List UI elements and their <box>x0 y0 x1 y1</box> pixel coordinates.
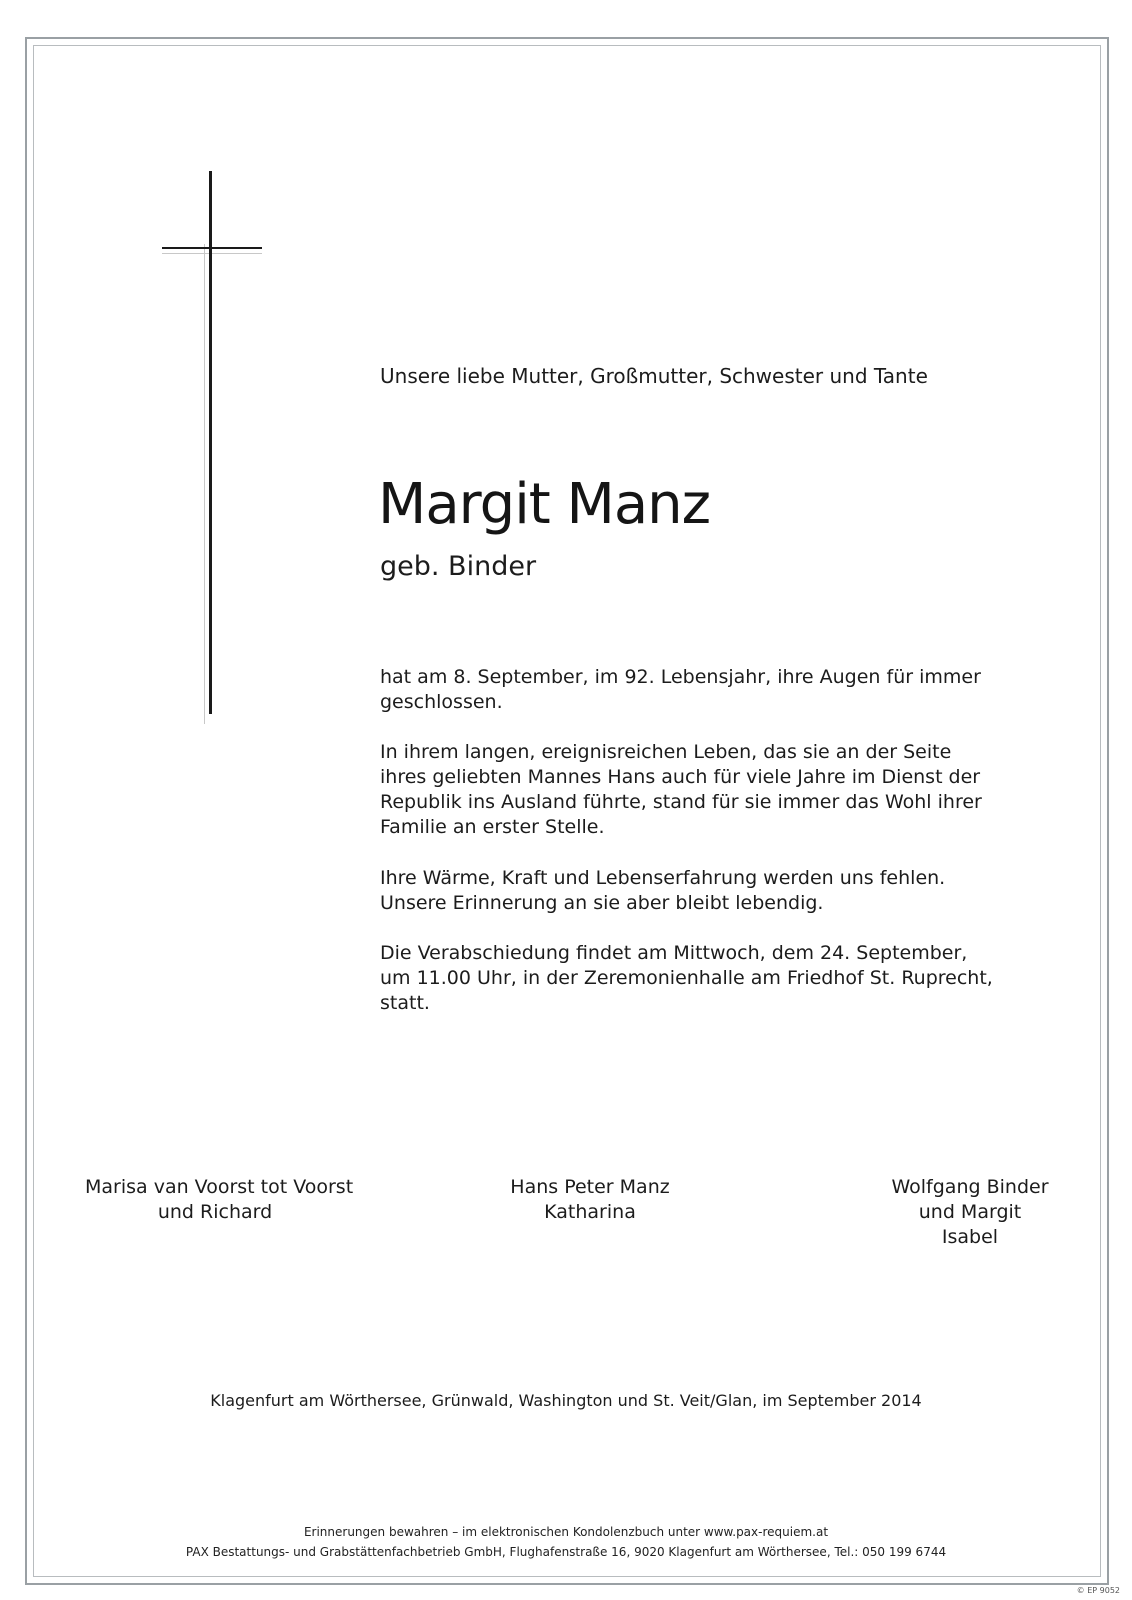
deceased-name: Margit Manz <box>378 472 711 537</box>
mourner-name: Wolfgang Binder <box>891 1176 1049 1198</box>
mourner-name: Katharina <box>544 1201 636 1223</box>
place-date: Klagenfurt am Wörthersee, Grünwald, Washington und St. Veit/Glan, im September 2014 <box>210 1391 922 1410</box>
document-code: © EP 9052 <box>1076 1586 1120 1595</box>
footer-condolence-line: Erinnerungen bewahren – im elektronischen Kondolenzbuch unter www.pax-requiem.at <box>303 1525 829 1539</box>
mourner-name: Marisa van Voorst tot Voorst <box>85 1176 354 1198</box>
paragraph-memory: Ihre Wärme, Kraft und Lebenserfahrung werden uns fehlen. Unsere Erinnerung an sie aber bleibt lebendig. <box>380 867 946 914</box>
cross-horizontal-bar <box>162 247 262 249</box>
mourner-group <box>860 1175 1080 1250</box>
paragraph-death: hat am 8. September, im 92. Lebensjahr, ihre Augen für immer geschlossen. <box>380 666 981 713</box>
footer-company-line: PAX Bestattungs- und Grabstättenfachbetrieb GmbH, Flughafenstraße 16, 9020 Klagenfurt am Wörthersee, Tel.: 050 199 6744 <box>185 1545 947 1559</box>
intro-line: Unsere liebe Mutter, Großmutter, Schwester und Tante <box>380 364 928 388</box>
paragraph-farewell: Die Verabschiedung findet am Mittwoch, dem 24. September, um 11.00 Uhr, in der Zeremonienhalle am Friedhof St. Ruprecht, statt. <box>380 942 993 1014</box>
mourner-name: und Margit <box>918 1201 1022 1223</box>
cross-horizontal-shadow <box>162 253 262 254</box>
mourner-group <box>490 1175 690 1225</box>
cross-vertical-shadow <box>204 244 205 724</box>
mourner-group <box>85 1175 354 1225</box>
cross-vertical-bar <box>209 171 212 714</box>
mourner-name: und Richard <box>157 1201 273 1223</box>
birth-name: geb. Binder <box>380 551 537 582</box>
mourner-name: Hans Peter Manz <box>510 1176 670 1198</box>
mourner-name: Isabel <box>941 1226 999 1248</box>
paragraph-life: In ihrem langen, ereignisreichen Leben, das sie an der Seite ihres geliebten Mannes Hans auch für viele Jahre im Dienst der Republik ins Ausland führte, stand für sie immer das Wohl ihrer Familie an erster Stelle. <box>380 741 982 838</box>
